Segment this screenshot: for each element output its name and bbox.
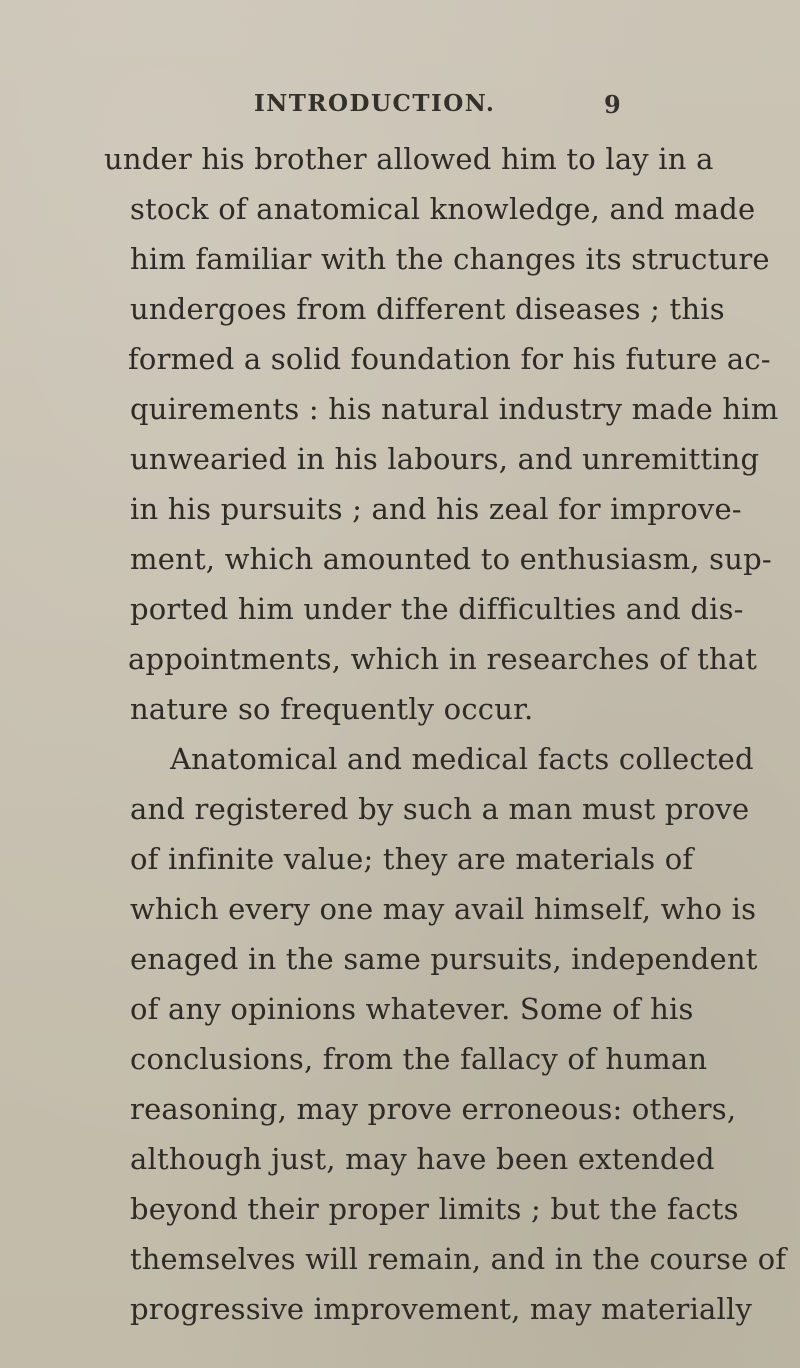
text-line: formed a solid foundation for his future ac- [128, 342, 771, 376]
text-line: of any opinions whatever. Some of his [130, 992, 694, 1026]
text-line: Anatomical and medical facts collected [170, 742, 754, 776]
text-line: stock of anatomical knowledge, and made [130, 192, 756, 226]
text-line: him familiar with the changes its structure [130, 242, 770, 276]
text-line: and registered by such a man must prove [130, 792, 750, 826]
text-line: in his pursuits ; and his zeal for improve- [130, 492, 742, 526]
text-line: which every one may avail himself, who is [130, 892, 757, 926]
text-line: progressive improvement, may materially [130, 1292, 753, 1326]
text-line: appointments, which in researches of that [128, 642, 758, 676]
text-line: reasoning, may prove erroneous: others, [130, 1092, 737, 1126]
text-line: themselves will remain, and in the course of [130, 1242, 787, 1276]
text-line: of infinite value; they are materials of [130, 842, 694, 876]
text-line: beyond their proper limits ; but the facts [130, 1192, 739, 1226]
text-line: enaged in the same pursuits, independent [130, 942, 758, 976]
text-line: nature so frequently occur. [130, 692, 534, 726]
text-line: although just, may have been extended [130, 1142, 715, 1176]
text-line: unwearied in his labours, and unremitting [130, 442, 760, 476]
page-number: 9 [604, 90, 621, 119]
running-head: INTRODUCTION. [254, 90, 496, 117]
text-line: undergoes from different diseases ; this [130, 292, 725, 326]
text-line: conclusions, from the fallacy of human [130, 1042, 708, 1076]
text-line: under his brother allowed him to lay in a [104, 142, 714, 176]
text-line: ment, which amounted to enthusiasm, sup- [130, 542, 772, 576]
text-line: quirements : his natural industry made him [130, 392, 779, 426]
text-line: ported him under the difficulties and dis- [130, 592, 744, 626]
